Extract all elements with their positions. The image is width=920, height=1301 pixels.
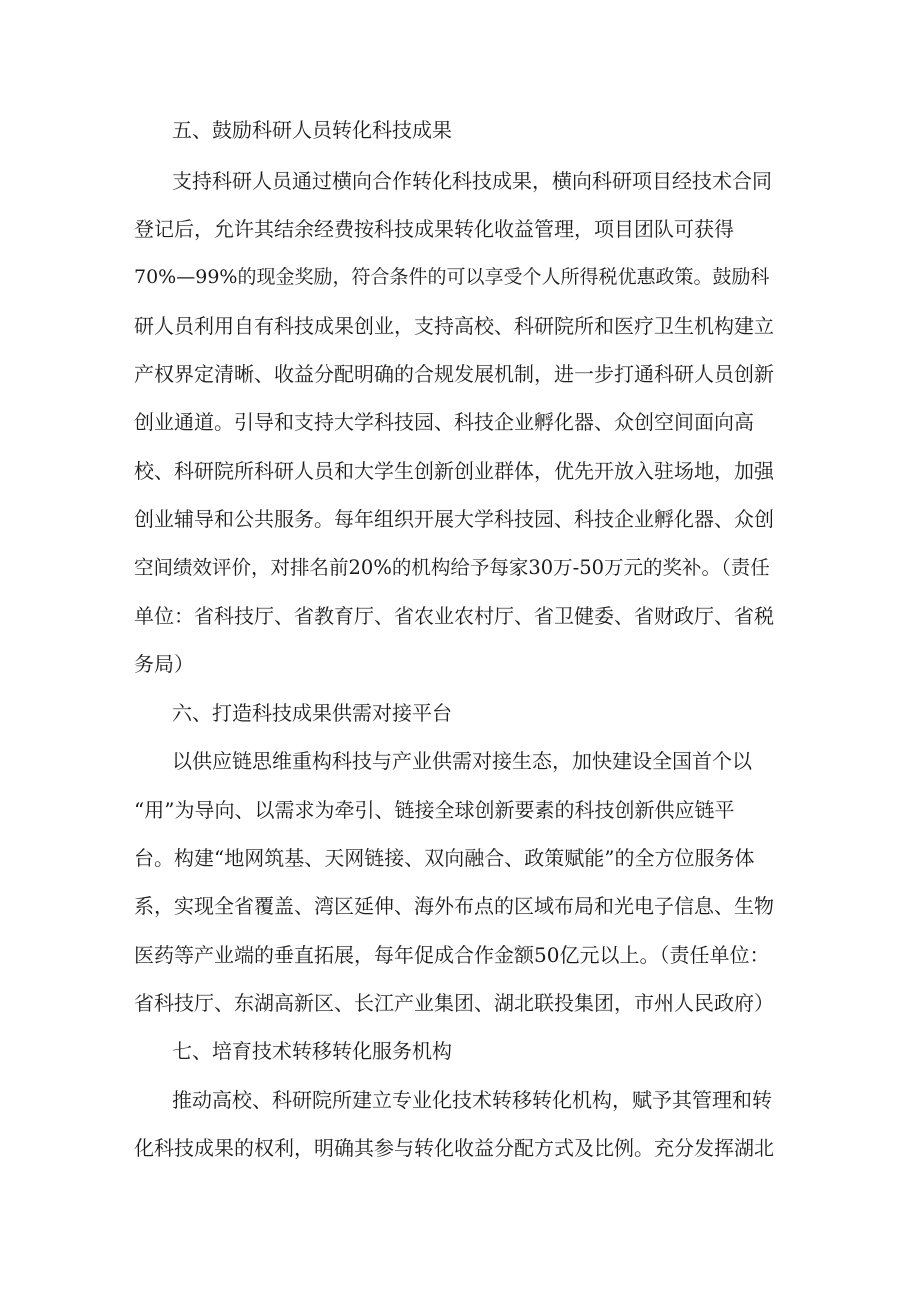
paragraph-line: 化科技成果的权利，明确其参与转化收益分配方式及比例。充分发挥湖北 (134, 1136, 774, 1160)
paragraph-line: 系，实现全省覆盖、湾区延伸、海外布点的区域布局和光电子信息、生物 (134, 894, 774, 918)
section-heading: 六、打造科技成果供需对接平台 (172, 701, 452, 725)
section-heading: 五、鼓励科研人员转化科技成果 (172, 118, 452, 142)
paragraph-line: 创业通道。引导和支持大学科技园、科技企业孵化器、众创空间面向高 (134, 410, 754, 434)
paragraph-line: 登记后，允许其结余经费按科技成果转化收益管理，项目团队可获得 (134, 217, 734, 241)
paragraph-line: 以供应链思维重构科技与产业供需对接生态，加快建设全国首个以 (172, 749, 752, 773)
paragraph-line: 医药等产业端的垂直拓展，每年促成合作金额50亿元以上。（责任单位： (134, 943, 770, 967)
paragraph-line: 产权界定清晰、收益分配明确的合规发展机制，进一步打通科研人员创新 (134, 362, 774, 386)
paragraph-line: 创业辅导和公共服务。每年组织开展大学科技园、科技企业孵化器、众创 (134, 507, 774, 531)
paragraph-line: “用”为导向、以需求为牵引、链接全球创新要素的科技创新供应链平 (134, 798, 735, 822)
paragraph-line: 70%—99%的现金奖励，符合条件的可以享受个人所得税优惠政策。鼓励科 (134, 266, 770, 288)
paragraph-line: 空间绩效评价，对排名前20%的机构给予每家30万-50万元的奖补。（责任 (134, 556, 770, 579)
paragraph-line: 单位：省科技厅、省教育厅、省农业农村厅、省卫健委、省财政厅、省税 (134, 604, 774, 628)
paragraph-line: 支持科研人员通过横向合作转化科技成果，横向科研项目经技术合同 (172, 169, 772, 193)
paragraph-line: 研人员利用自有科技成果创业，支持高校、科研院所和医疗卫生机构建立 (134, 314, 774, 338)
section-heading: 七、培育技术转移转化服务机构 (172, 1039, 452, 1063)
paragraph-line: 务局） (134, 652, 194, 676)
paragraph-line: 校、科研院所科研人员和大学生创新创业群体，优先开放入驻场地，加强 (134, 459, 774, 483)
paragraph-line: 省科技厅、东湖高新区、长江产业集团、湖北联投集团，市州人民政府） (134, 991, 774, 1015)
paragraph-line: 台。构建“地网筑基、天网链接、双向融合、政策赋能”的全方位服务体 (134, 846, 755, 870)
paragraph-line: 推动高校、科研院所建立专业化技术转移转化机构，赋予其管理和转 (172, 1088, 772, 1112)
